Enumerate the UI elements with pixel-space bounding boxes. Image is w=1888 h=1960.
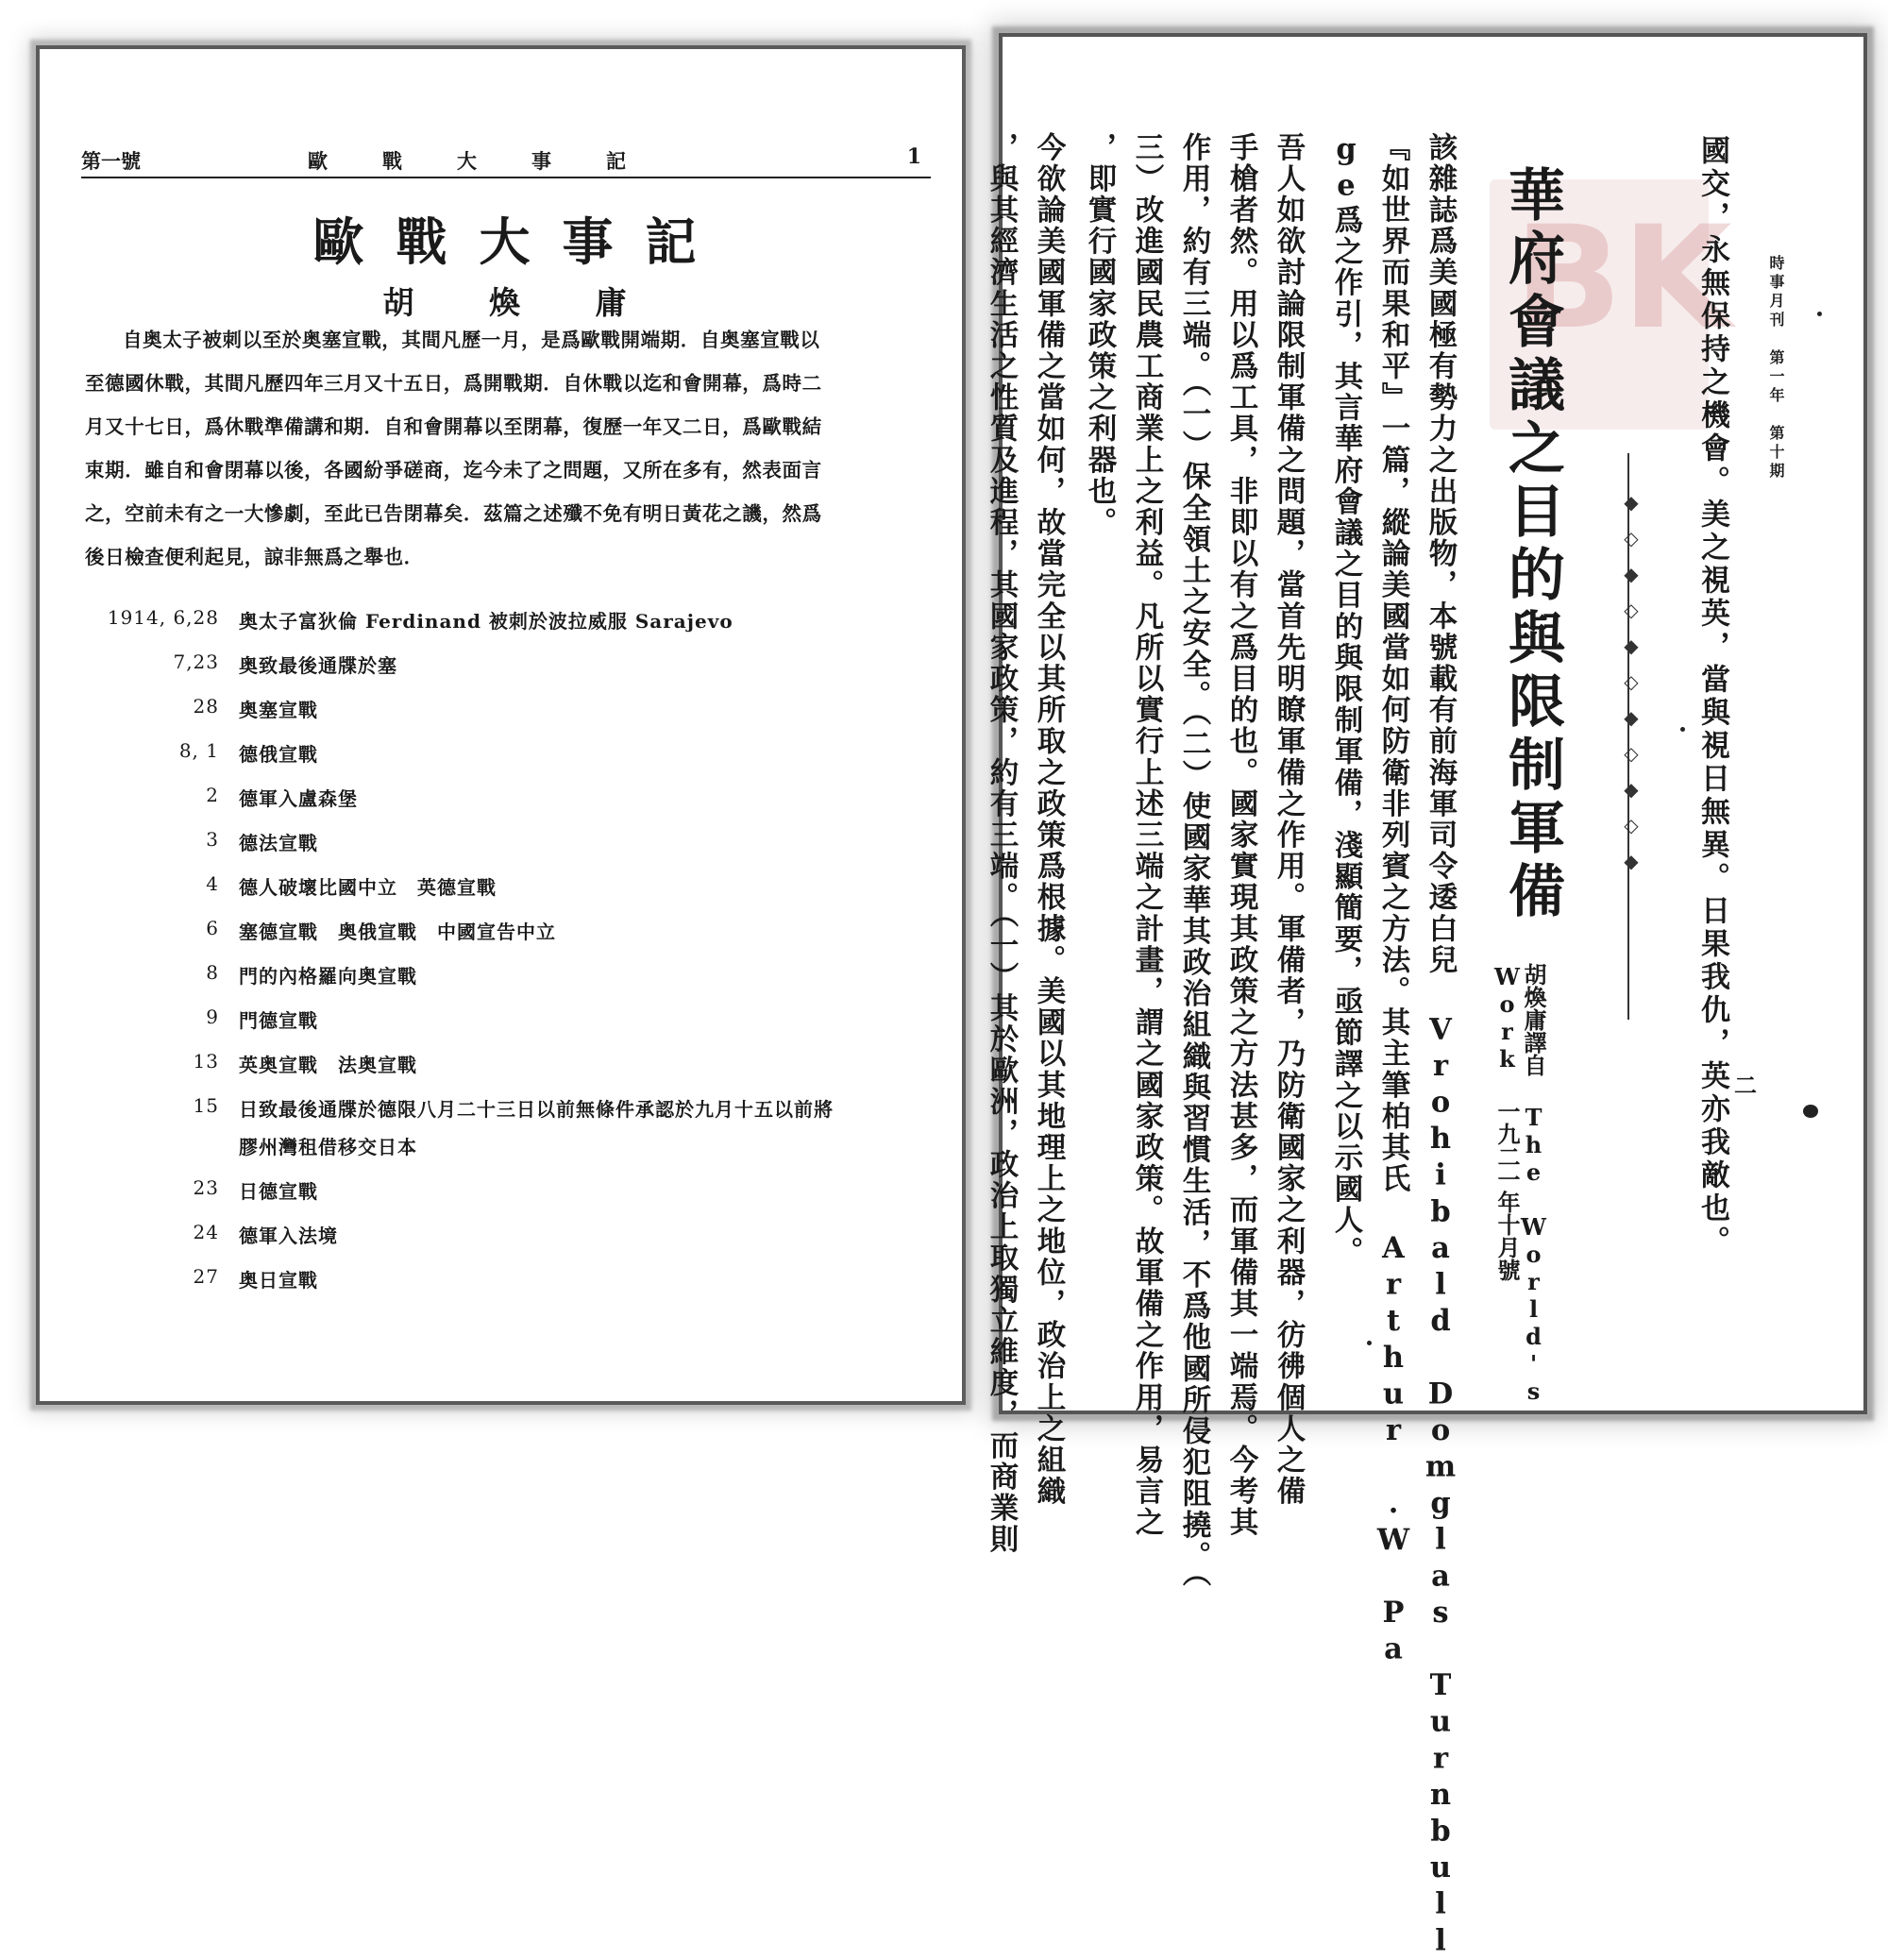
entry-event: 日致最後通牒於德限八月二十三日以前無條件承認於九月十五以前將 — [239, 1098, 834, 1121]
chronology-entry — [68, 1094, 936, 1132]
entry-date: 1914, 6,28 — [107, 606, 219, 629]
entry-event: 奥致最後通牒於塞 — [239, 654, 397, 677]
chronology-entry — [68, 695, 936, 739]
body-column: 吾人如欲討論限制軍備之問題，當首先明瞭軍備之作用。軍備者，乃防衛國家之利器，彷彿個人之備 — [1272, 132, 1306, 1508]
chronology-entry — [68, 872, 936, 917]
entry-date: 28 — [193, 695, 219, 718]
intro-line: 月又十七日，爲休戰準備講和期．自和會開幕以至閉幕，復歷一年又二日，爲歐戰結 — [85, 415, 822, 438]
previous-article-text: 國交，永無保持之機會。美之視英，當與視日無異。日果我仇，英亦我敵也。 — [1695, 135, 1729, 1259]
entry-date: 24 — [193, 1221, 219, 1243]
scan-speck — [1803, 1105, 1818, 1118]
entry-event: 奥日宣戰 — [239, 1269, 318, 1292]
chronology-entry — [68, 828, 936, 872]
body-column: 『如世界而果和平』一篇，縱論美國當如何防衛非列賓之方法。其主筆柏其氏 Arthur .W Pa — [1376, 132, 1410, 1669]
chronology-list — [68, 606, 936, 1309]
body-column: 三）改進國民農工商業上之利益。凡所以實行上述三端之計畫，謂之國家政策。故軍備之作用，易言之 — [1130, 132, 1164, 1539]
article-author: 胡 煥 庸 — [382, 284, 659, 321]
intro-line: 自奥太子被刺以至於奥塞宣戰，其間凡歷一月，是爲歐戰開端期．自奥塞宣戰以 — [123, 329, 820, 351]
entry-date: 4 — [206, 872, 219, 895]
entry-event: 德軍入盧森堡 — [239, 787, 358, 810]
article-title: 華府會議之目的與限制軍備 — [1499, 165, 1565, 924]
chronology-entry — [68, 917, 936, 961]
entry-event: 日德宣戰 — [239, 1180, 318, 1203]
body-column: 今欲論美國軍備之當如何，故當完全以其所取之政策爲根據。美國以其地理上之地位，政治上之組織 — [1032, 132, 1066, 1508]
entry-event: 奥塞宣戰 — [239, 699, 318, 721]
running-title: 歐戰大事記 — [308, 149, 681, 173]
page-number: 二 — [1734, 1072, 1757, 1099]
library-stamp: BK — [1490, 179, 1709, 430]
chronology-entry — [68, 739, 936, 784]
entry-event: 德軍入法境 — [239, 1225, 338, 1247]
entry-event: 德法宣戰 — [239, 832, 318, 854]
intro-line: 至德國休戰，其間凡歷四年三月又十五日，爲開戰期．自休戰以迄和會開幕，爲時二 — [85, 372, 822, 395]
scan-speck — [1817, 312, 1822, 316]
translator-note — [1493, 963, 1546, 1405]
chronology-entry — [68, 1050, 936, 1094]
entry-date: 9 — [206, 1005, 219, 1028]
entry-event: 德俄宣戰 — [239, 743, 318, 766]
body-column: 手槍者然。用以爲工具，非即以有之爲目的也。國家實現其政策之方法甚多，而軍備其一端焉。今考其 — [1224, 132, 1258, 1539]
body-column: ，即實行國家政策之利器也。 — [1083, 132, 1117, 539]
entry-date: 8, 1 — [178, 739, 219, 762]
translator-line: Work 一九二一年十月號 — [1493, 963, 1521, 1281]
article-title: 歐戰大事記 — [312, 211, 729, 272]
entry-date: 3 — [206, 828, 219, 851]
chronology-entry — [68, 1176, 936, 1221]
entry-date: 7,23 — [173, 651, 219, 673]
chronology-entry — [68, 651, 936, 695]
scan-speck — [1367, 1341, 1372, 1345]
entry-event: 膠州灣租借移交日本 — [239, 1136, 417, 1158]
chronology-entry — [68, 1005, 936, 1050]
entry-event: 英奥宣戰 法奥宣戰 — [239, 1054, 417, 1076]
left-page — [36, 45, 966, 1405]
entry-event: 德人破壞比國中立 英德宣戰 — [239, 876, 497, 899]
chronology-entry — [68, 606, 936, 651]
entry-event: 門德宣戰 — [239, 1009, 318, 1032]
body-column: ，與其經濟生活之性質及進程，其國家政策，約有三端。（一）其於歐洲，政治上取獨立維度，而商業則 — [985, 132, 1019, 1556]
entry-date: 2 — [206, 784, 219, 806]
body-column: 作用，約有三端。（一）保全領土之安全。（二）使國家華其政治組織與習慣生活，不爲他國所侵犯阻撓。（ — [1177, 132, 1211, 1590]
entry-date: 13 — [193, 1050, 219, 1073]
chronology-entry — [68, 961, 936, 1005]
chronology-entry — [68, 1221, 936, 1265]
page-number: 1 — [906, 144, 921, 169]
chronology-entry — [68, 1265, 936, 1309]
intro-line: 束期．雖自和會閉幕以後，各國紛爭磋商，迄今未了之問題，又所在多有，然表面言 — [85, 459, 822, 482]
body-column: 該雜誌爲美國極有勢力之出版物，本號載有前海軍司令逶白兒 Vrohibald Domglas Turnbull — [1424, 132, 1458, 1960]
entry-date: 27 — [193, 1265, 219, 1288]
chronology-entry — [68, 1132, 936, 1176]
entry-date: 23 — [193, 1176, 219, 1199]
entry-event: 門的內格羅向奥宣戰 — [239, 965, 417, 988]
running-head: 時事月刊 第一年 第十期 — [1767, 255, 1785, 482]
entry-event: 塞德宣戰 奥俄宣戰 中國宣告中立 — [239, 921, 556, 943]
intro-line: 後日檢查便利起見，諒非無爲之舉也． — [85, 546, 424, 568]
body-column: ge爲之作引，其言華府會議之目的與限制軍備，淺顯簡要，亟節譯之以示國人。 — [1329, 132, 1363, 1268]
scan-speck — [1680, 727, 1685, 732]
issue-number: 第一號 — [81, 149, 141, 173]
intro-line: 之，空前未有之一大慘劇，至此已告閉幕矣．茲篇之述殲不免有明日黃花之譏，然爲 — [85, 502, 822, 525]
entry-date: 8 — [206, 961, 219, 984]
entry-event: 奥太子富狄倫 Ferdinand 被刺於波拉威服 Sarajevo — [239, 610, 733, 633]
translator-line: 胡煥庸譯自 The World's — [1520, 963, 1547, 1405]
entry-date: 6 — [206, 917, 219, 939]
entry-date: 15 — [193, 1094, 219, 1117]
ornament-divider: ◆◇◆◇◆◇◆◇◆◇◆ — [1620, 491, 1643, 886]
intro-paragraph — [85, 329, 935, 590]
chronology-entry — [68, 784, 936, 828]
page-header — [81, 143, 931, 178]
